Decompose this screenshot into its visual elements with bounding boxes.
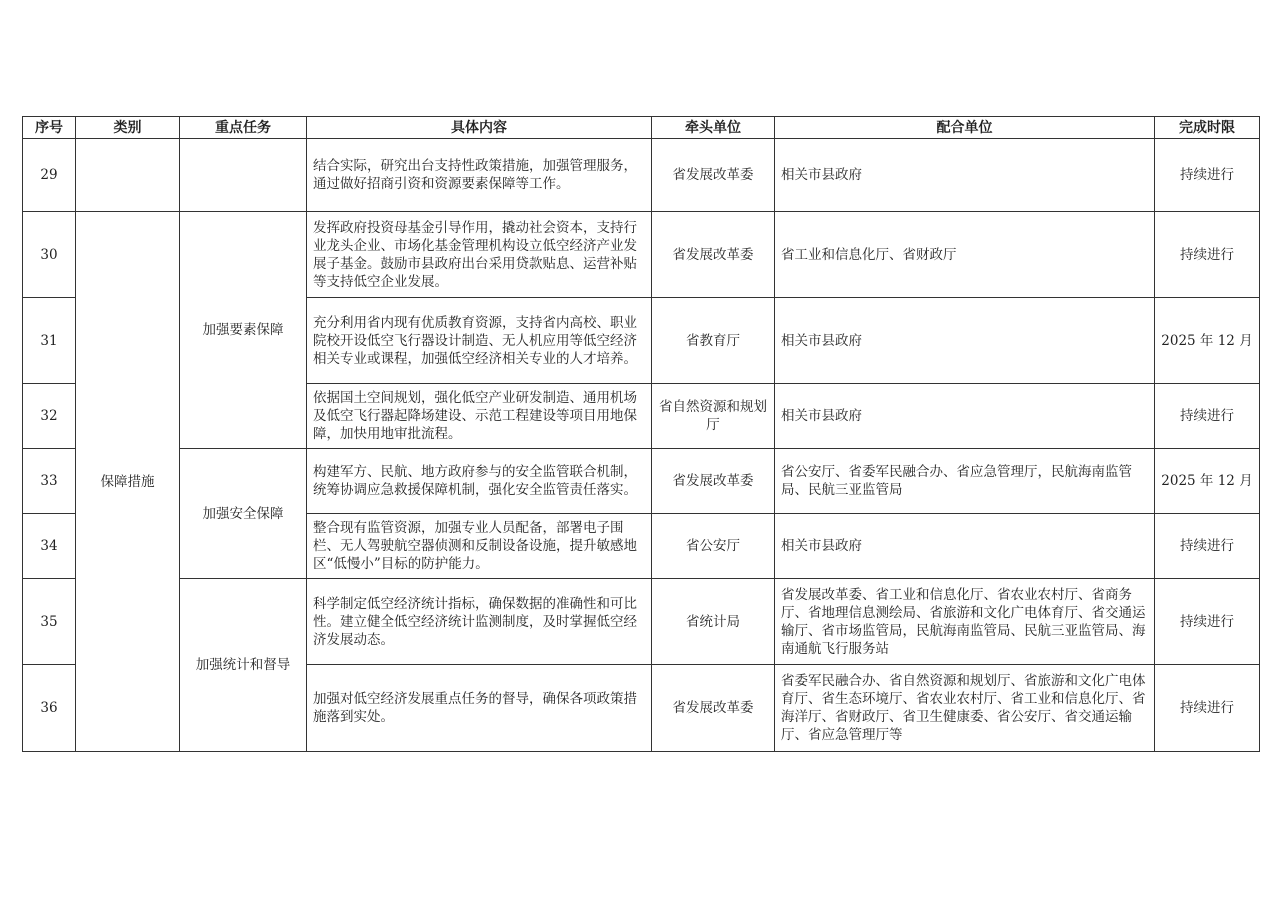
header-category: 类别	[76, 117, 180, 139]
row-content: 发挥政府投资母基金引导作用，撬动社会资本，支持行业龙头企业、市场化基金管理机构设立低空经济产业发展子基金。鼓励市县政府出台采用贷款贴息、运营补贴等支持低空企业发展。	[307, 212, 652, 298]
row-content: 结合实际，研究出台支持性政策措施，加强管理服务，通过做好招商引资和资源要素保障等工作。	[307, 139, 652, 212]
row-num: 36	[23, 665, 76, 752]
row-coop: 省发展改革委、省工业和信息化厅、省农业农村厅、省商务厅、省地理信息测绘局、省旅游和文化广电体育厅、省交通运输厅、省市场监管局，民航海南监管局、民航三亚监管局、海南通航飞行服务站	[775, 579, 1155, 665]
row-lead: 省发展改革委	[652, 212, 775, 298]
header-deadline: 完成时限	[1155, 117, 1260, 139]
header-row	[23, 117, 1260, 139]
row-deadline: 持续进行	[1155, 579, 1260, 665]
row-coop: 相关市县政府	[775, 514, 1155, 579]
row-num: 33	[23, 449, 76, 514]
row-lead: 省发展改革委	[652, 139, 775, 212]
header-coop: 配合单位	[775, 117, 1155, 139]
task-safety-cell: 加强安全保障	[180, 449, 307, 579]
header-task: 重点任务	[180, 117, 307, 139]
table-row	[23, 579, 1260, 665]
row-content: 科学制定低空经济统计指标，确保数据的准确性和可比性。建立健全低空经济统计监测制度，及时掌握低空经济发展动态。	[307, 579, 652, 665]
row-lead: 省统计局	[652, 579, 775, 665]
table-row	[23, 139, 1260, 212]
row-content: 依据国土空间规划，强化低空产业研发制造、通用机场及低空飞行器起降场建设、示范工程建设等项目用地保障，加快用地审批流程。	[307, 384, 652, 449]
header-content: 具体内容	[307, 117, 652, 139]
table-row	[23, 449, 1260, 514]
table-row	[23, 212, 1260, 298]
row-num: 31	[23, 298, 76, 384]
row-coop: 相关市县政府	[775, 139, 1155, 212]
row-num: 34	[23, 514, 76, 579]
row-deadline: 2025 年 12 月	[1155, 449, 1260, 514]
row-deadline: 持续进行	[1155, 139, 1260, 212]
row-coop: 省公安厅、省委军民融合办、省应急管理厅，民航海南监管局、民航三亚监管局	[775, 449, 1155, 514]
header-num: 序号	[23, 117, 76, 139]
row-coop: 相关市县政府	[775, 298, 1155, 384]
category-cell-empty	[76, 139, 180, 212]
row-content: 整合现有监管资源，加强专业人员配备，部署电子围栏、无人驾驶航空器侦测和反制设备设施，提升敏感地区“低慢小”目标的防护能力。	[307, 514, 652, 579]
row-content: 构建军方、民航、地方政府参与的安全监管联合机制，统筹协调应急救援保障机制，强化安全监管责任落实。	[307, 449, 652, 514]
row-num: 32	[23, 384, 76, 449]
row-lead: 省教育厅	[652, 298, 775, 384]
task-table	[22, 116, 1260, 752]
row-deadline: 持续进行	[1155, 212, 1260, 298]
row-num: 30	[23, 212, 76, 298]
row-deadline: 持续进行	[1155, 514, 1260, 579]
row-content: 充分利用省内现有优质教育资源，支持省内高校、职业院校开设低空飞行器设计制造、无人机应用等低空经济相关专业或课程，加强低空经济相关专业的人才培养。	[307, 298, 652, 384]
task-stats-cell: 加强统计和督导	[180, 579, 307, 752]
row-lead: 省发展改革委	[652, 665, 775, 752]
row-coop: 相关市县政府	[775, 384, 1155, 449]
row-content: 加强对低空经济发展重点任务的督导，确保各项政策措施落到实处。	[307, 665, 652, 752]
row-coop: 省委军民融合办、省自然资源和规划厅、省旅游和文化广电体育厅、省生态环境厅、省农业农村厅、省工业和信息化厅、省海洋厅、省财政厅、省卫生健康委、省公安厅、省交通运输厅、省应急管理厅等	[775, 665, 1155, 752]
task-factor-cell: 加强要素保障	[180, 212, 307, 449]
row-num: 29	[23, 139, 76, 212]
row-lead: 省发展改革委	[652, 449, 775, 514]
row-deadline: 持续进行	[1155, 384, 1260, 449]
category-cell: 保障措施	[76, 212, 180, 752]
row-deadline: 2025 年 12 月	[1155, 298, 1260, 384]
row-deadline: 持续进行	[1155, 665, 1260, 752]
task-cell-empty	[180, 139, 307, 212]
row-coop: 省工业和信息化厅、省财政厅	[775, 212, 1155, 298]
row-num: 35	[23, 579, 76, 665]
row-lead: 省自然资源和规划厅	[652, 384, 775, 449]
row-lead: 省公安厅	[652, 514, 775, 579]
header-lead: 牵头单位	[652, 117, 775, 139]
